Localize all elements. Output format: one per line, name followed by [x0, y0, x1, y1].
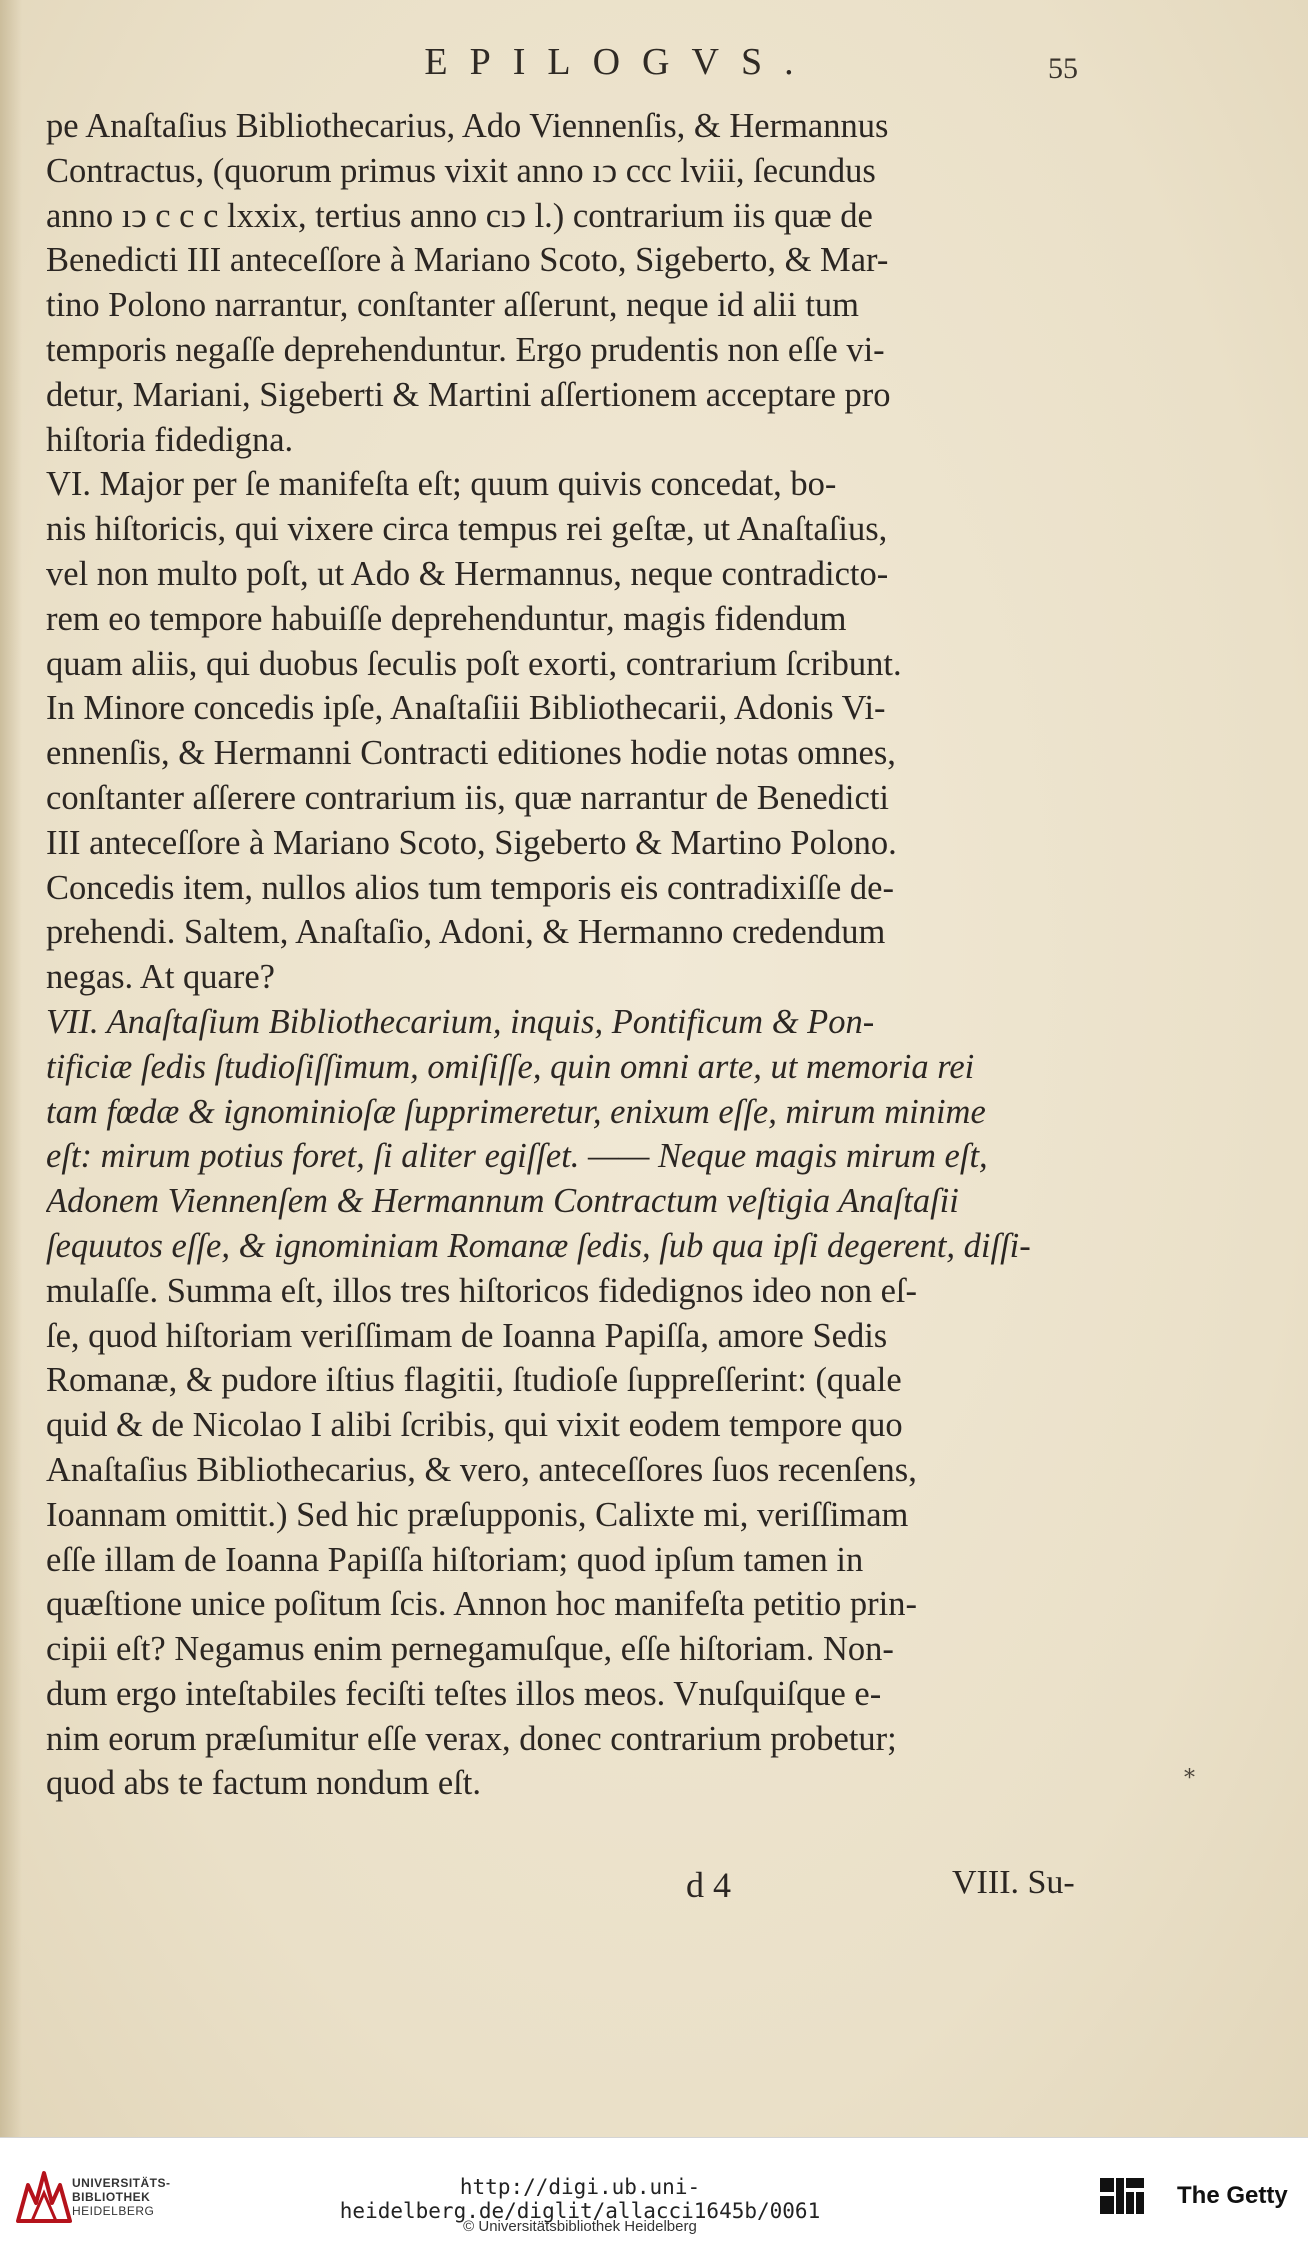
- text-line: prehendi. Saltem, Anaſtaſio, Adoni, & Hermanno credendum: [46, 913, 886, 952]
- running-head: EPILOGVS.: [424, 41, 816, 83]
- copyright-notice: © Universitätsbibliothek Heidelberg: [463, 2218, 697, 2235]
- text-line: vel non multo poſt, ut Ado & Hermannus, neque contradicto-: [46, 554, 889, 593]
- text-line: VI. Major per ſe manifeſta eſt; quum quivis concedat, bo-: [46, 465, 837, 504]
- text-line: eſſe illam de Ioanna Papiſſa hiſtoriam; quod ipſum tamen in: [46, 1540, 864, 1579]
- text-line: rem eo tempore habuiſſe deprehenduntur, magis fidendum: [46, 599, 847, 638]
- text-line: temporis negaſſe deprehenduntur. Ergo prudentis non eſſe vi-: [46, 330, 885, 369]
- catchword: VIII. Su-: [952, 1864, 1075, 1901]
- text-line: III anteceſſore à Mariano Scoto, Sigeberto & Martino Polono.: [46, 823, 897, 862]
- page-number: 55: [1048, 52, 1078, 85]
- text-line: ſequutos eſſe, & ignominiam Romanæ ſedis, ſub qua ipſi degerent, diſſi-: [46, 1226, 1031, 1265]
- text-line: hiſtoria fidedigna.: [46, 420, 294, 459]
- text-line: Anaſtaſius Bibliothecarius, & vero, anteceſſores ſuos recenſens,: [46, 1450, 917, 1489]
- source-url-link[interactable]: http://digi.ub.uni-heidelberg.de/diglit/allacci1645b/0061: [339, 2175, 821, 2223]
- text-line: In Minore concedis ipſe, Anaſtaſiii Bibliothecarii, Adonis Vi-: [46, 689, 886, 728]
- text-line: Ioannam omittit.) Sed hic præſupponis, Calixte mi, veriſſimam: [46, 1495, 909, 1534]
- text-line: eſt: mirum potius foret, ſi aliter egiſſet. —— Neque magis mirum eſt,: [46, 1137, 988, 1176]
- text-line: VII. Anaſtaſium Bibliothecarium, inquis, Pontificum & Pon-: [46, 1002, 875, 1041]
- text-line: nis hiſtoricis, qui vixere circa tempus rei geſtæ, ut Anaſtaſius,: [46, 510, 888, 549]
- text-line: anno ıↄ c c c lxxix, tertius anno cıↄ l.) contrarium iis quæ de: [46, 196, 873, 235]
- text-line: tino Polono narrantur, conſtanter aſſerunt, neque id alii tum: [46, 286, 859, 325]
- text-line: tam fœdæ & ignominioſæ ſupprimeretur, enixum eſſe, mirum minime: [46, 1092, 986, 1131]
- text-line: Adonem Viennenſem & Hermannum Contractum veſtigia Anaſtaſii: [46, 1182, 959, 1221]
- signature-mark: d 4: [686, 1865, 731, 1905]
- text-line: dum ergo inteſtabiles feciſti teſtes illos meos. Vnuſquiſque e-: [46, 1674, 882, 1713]
- text-line: conſtanter aſſerere contrarium iis, quæ narrantur de Benedicti: [46, 778, 889, 817]
- text-line: Romanæ, & pudore iſtius flagitii, ſtudioſe ſuppreſſerint: (quale: [46, 1361, 902, 1400]
- text-line: detur, Mariani, Sigeberti & Martini aſſertionem acceptare pro: [46, 375, 891, 414]
- text-line: cipii eſt? Negamus enim pernegamuſque, eſſe hiſtoriam. Non-: [46, 1630, 894, 1669]
- margin-mark: *: [1184, 1766, 1195, 1791]
- text-line: quam aliis, qui duobus ſeculis poſt exorti, contrarium ſcribunt.: [46, 644, 902, 683]
- body-text: [46, 104, 1116, 1806]
- text-line: tificiæ ſedis ſtudioſiſſimum, omiſiſſe, quin omni arte, ut memoria rei: [46, 1047, 975, 1086]
- text-line: ſe, quod hiſtoriam veriſſimam de Ioanna Papiſſa, amore Sedis: [46, 1316, 888, 1355]
- text-line: Benedicti III anteceſſore à Mariano Scoto, Sigeberto, & Mar-: [46, 241, 889, 280]
- text-line: negas. At quare?: [46, 958, 275, 997]
- university-library-logo-icon: [12, 2163, 76, 2227]
- text-line: Concedis item, nullos alios tum temporis eis contradixiſſe de-: [46, 868, 894, 907]
- text-line: nim eorum præſumitur eſſe verax, donec contrarium probetur;: [46, 1719, 897, 1758]
- text-line: pe Anaſtaſius Bibliothecarius, Ado Viennenſis, & Hermannus: [46, 107, 889, 145]
- text-line: quod abs te factum nondum eſt.: [46, 1764, 481, 1803]
- text-line: quæſtione unice poſitum ſcis. Annon hoc manifeſta petitio prin-: [46, 1585, 917, 1624]
- text-line: ennenſis, & Hermanni Contracti editiones hodie notas omnes,: [46, 734, 896, 773]
- viewer-footer: [0, 2137, 1308, 2258]
- text-line: Contractus, (quorum primus vixit anno ıↄ ccc lviii, ſecundus: [46, 151, 876, 190]
- text-line: quid & de Nicolao I alibi ſcribis, qui vixit eodem tempore quo: [46, 1406, 903, 1445]
- library-name: UNIVERSITÄTS- BIBLIOTHEK HEIDELBERG: [72, 2176, 171, 2218]
- getty-logo-icon: [1098, 2176, 1146, 2216]
- text-line: mulaſſe. Summa eſt, illos tres hiſtoricos fidedignos ideo non eſ-: [46, 1271, 917, 1310]
- partner-name: The Getty: [1177, 2182, 1288, 2209]
